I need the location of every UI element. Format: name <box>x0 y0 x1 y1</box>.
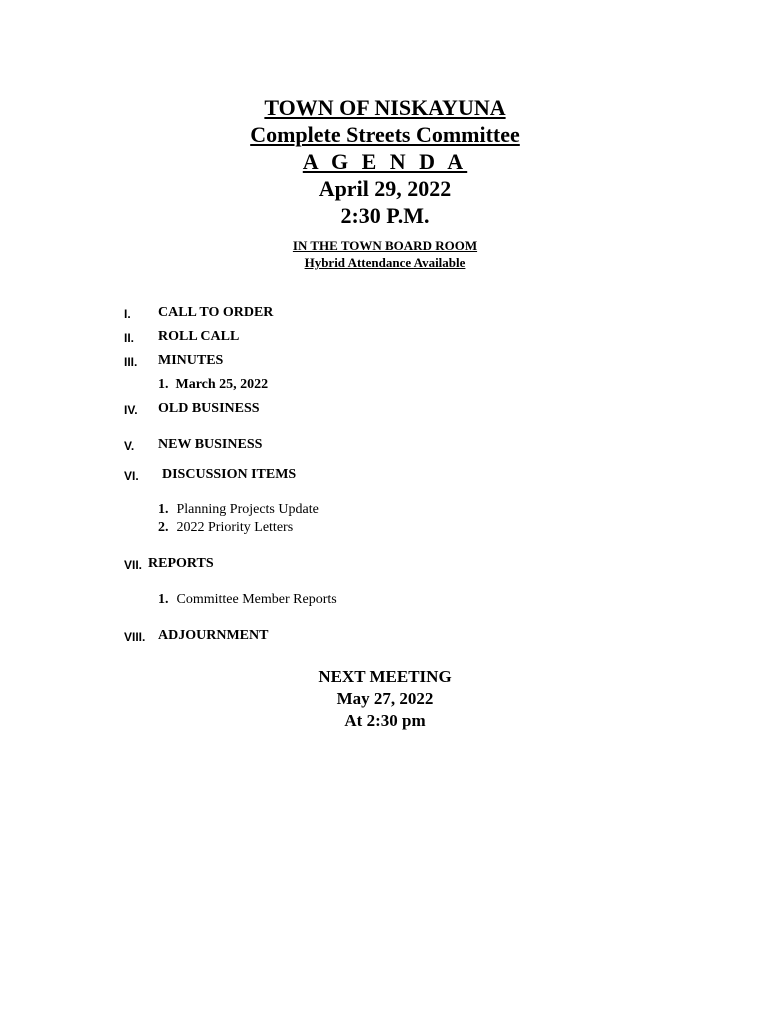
discussion-subitem-2-number: 2. <box>158 520 169 535</box>
next-meeting-date: May 27, 2022 <box>336 689 434 708</box>
reports-subitem-1-text: Committee Member Reports <box>176 592 337 607</box>
item-discussion-items: DISCUSSION ITEMS <box>162 467 297 482</box>
committee-title: Complete Streets Committee <box>250 122 520 147</box>
next-meeting-block <box>0 666 770 732</box>
agenda-header <box>0 94 770 271</box>
item-minutes: MINUTES <box>158 353 224 368</box>
discussion-subitem-1 <box>158 502 319 518</box>
next-meeting-title: NEXT MEETING <box>318 667 452 686</box>
town-title: TOWN OF NISKAYUNA <box>264 95 506 120</box>
discussion-subitem-1-text: Planning Projects Update <box>176 502 319 517</box>
meeting-date: April 29, 2022 <box>318 176 452 201</box>
discussion-subitem-2 <box>158 520 293 536</box>
next-meeting-time: At 2:30 pm <box>344 711 426 730</box>
item-number-ii: II. <box>124 331 135 345</box>
minutes-subitem-number: 1. <box>158 377 169 392</box>
attendance-note: Hybrid Attendance Available <box>304 255 466 270</box>
item-number-viii: VIII. <box>124 630 146 644</box>
item-number-vii: VII. <box>124 558 143 572</box>
minutes-subitem <box>158 377 268 393</box>
item-number-i: I. <box>124 307 131 321</box>
discussion-subitem-2-text: 2022 Priority Letters <box>176 520 294 535</box>
item-reports: REPORTS <box>148 556 214 571</box>
item-number-vi: VI. <box>124 469 139 483</box>
discussion-subitem-1-number: 1. <box>158 502 169 517</box>
reports-subitem-1-number: 1. <box>158 592 169 607</box>
minutes-subitem-date: March 25, 2022 <box>175 377 269 392</box>
item-number-v: V. <box>124 439 135 453</box>
item-number-iv: IV. <box>124 403 138 417</box>
item-number-iii: III. <box>124 355 138 369</box>
item-old-business: OLD BUSINESS <box>158 401 260 416</box>
item-roll-call: ROLL CALL <box>158 329 240 344</box>
item-adjournment: ADJOURNMENT <box>158 628 269 643</box>
item-new-business: NEW BUSINESS <box>158 437 263 452</box>
item-call-to-order: CALL TO ORDER <box>158 305 274 320</box>
meeting-location: IN THE TOWN BOARD ROOM <box>292 238 478 253</box>
reports-subitem-1 <box>158 592 337 608</box>
agenda-title: A G E N D A <box>302 149 468 174</box>
meeting-time: 2:30 P.M. <box>340 203 430 228</box>
